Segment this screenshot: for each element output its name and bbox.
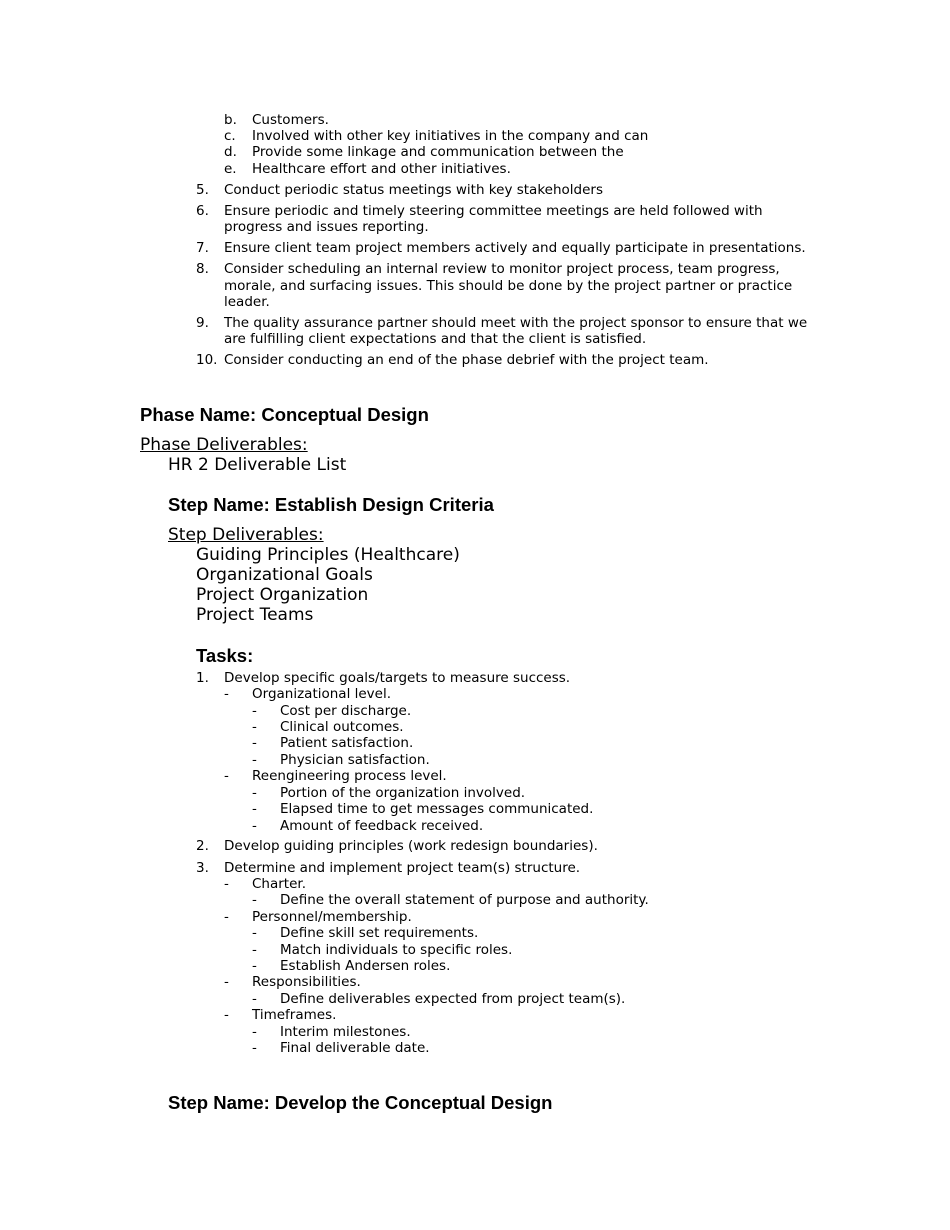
step-deliverables-label: Step Deliverables:	[168, 525, 324, 545]
subsubtask-text: Establish Andersen roles.	[280, 958, 451, 974]
sub-item-text: Provide some linkage and communication between the	[252, 144, 624, 160]
list-number: 9.	[196, 315, 209, 331]
step-deliverable: Project Teams	[196, 605, 314, 625]
sub-item-marker: b.	[224, 112, 237, 128]
subsubtask-text: Clinical outcomes.	[280, 719, 404, 735]
list-item-text: Conduct periodic status meetings with key stakeholders	[224, 182, 603, 198]
subsubtask-text: Interim milestones.	[280, 1024, 411, 1040]
list-number: 5.	[196, 182, 209, 198]
subtask-text: Organizational level.	[252, 686, 392, 702]
dash-bullet: -	[224, 876, 229, 892]
task-text: Determine and implement project team(s) structure.	[224, 860, 581, 876]
task-number: 3.	[196, 860, 209, 876]
list-item-text: morale, and surfacing issues. This should be done by the project partner or practice	[224, 278, 793, 294]
dash-bullet: -	[252, 752, 257, 768]
subtask-text: Reengineering process level.	[252, 768, 447, 784]
subsubtask-text: Define the overall statement of purpose and authority.	[280, 892, 649, 908]
phase-title: Phase Name: Conceptual Design	[140, 404, 429, 425]
dash-bullet: -	[224, 974, 229, 990]
subsubtask-text: Cost per discharge.	[280, 703, 412, 719]
list-number: 7.	[196, 240, 209, 256]
task-number: 2.	[196, 838, 209, 854]
list-number: 8.	[196, 261, 209, 277]
step-title: Step Name: Develop the Conceptual Design	[168, 1092, 553, 1113]
dash-bullet: -	[252, 703, 257, 719]
step-deliverable: Guiding Principles (Healthcare)	[196, 545, 460, 565]
dash-bullet: -	[252, 818, 257, 834]
dash-bullet: -	[224, 686, 229, 702]
subtask-text: Responsibilities.	[252, 974, 361, 990]
step-deliverable: Organizational Goals	[196, 565, 373, 585]
subsubtask-text: Portion of the organization involved.	[280, 785, 526, 801]
phase-deliverable: HR 2 Deliverable List	[168, 455, 347, 475]
sub-item-text: Involved with other key initiatives in the company and can	[252, 128, 649, 144]
list-item-text: The quality assurance partner should meet with the project sponsor to ensure that we	[224, 315, 808, 331]
dash-bullet: -	[224, 768, 229, 784]
list-number: 6.	[196, 203, 209, 219]
dash-bullet: -	[252, 925, 257, 941]
subsubtask-text: Elapsed time to get messages communicated.	[280, 801, 594, 817]
list-number: 10.	[196, 352, 218, 368]
subsubtask-text: Define deliverables expected from project team(s).	[280, 991, 626, 1007]
subsubtask-text: Define skill set requirements.	[280, 925, 479, 941]
dash-bullet: -	[252, 1024, 257, 1040]
subtask-text: Personnel/membership.	[252, 909, 412, 925]
subsubtask-text: Match individuals to specific roles.	[280, 942, 513, 958]
subtask-text: Charter.	[252, 876, 307, 892]
list-item-text: progress and issues reporting.	[224, 219, 429, 235]
subsubtask-text: Physician satisfaction.	[280, 752, 430, 768]
subtask-text: Timeframes.	[252, 1007, 337, 1023]
dash-bullet: -	[252, 785, 257, 801]
list-item-text: Consider conducting an end of the phase debrief with the project team.	[224, 352, 709, 368]
step-title: Step Name: Establish Design Criteria	[168, 494, 494, 515]
dash-bullet: -	[252, 719, 257, 735]
task-text: Develop specific goals/targets to measure success.	[224, 670, 571, 686]
task-number: 1.	[196, 670, 209, 686]
list-item-text: leader.	[224, 294, 270, 310]
dash-bullet: -	[252, 801, 257, 817]
step-deliverable: Project Organization	[196, 585, 369, 605]
sub-item-text: Healthcare effort and other initiatives.	[252, 161, 511, 177]
subsubtask-text: Amount of feedback received.	[280, 818, 484, 834]
subsubtask-text: Final deliverable date.	[280, 1040, 430, 1056]
dash-bullet: -	[252, 991, 257, 1007]
list-item-text: Consider scheduling an internal review to monitor project process, team progress,	[224, 261, 780, 277]
dash-bullet: -	[252, 942, 257, 958]
list-item-text: Ensure client team project members actively and equally participate in presentations.	[224, 240, 806, 256]
phase-deliverables-label: Phase Deliverables:	[140, 435, 308, 455]
task-text: Develop guiding principles (work redesign boundaries).	[224, 838, 598, 854]
subsubtask-text: Patient satisfaction.	[280, 735, 414, 751]
dash-bullet: -	[224, 1007, 229, 1023]
dash-bullet: -	[224, 909, 229, 925]
sub-item-marker: c.	[224, 128, 236, 144]
sub-item-marker: e.	[224, 161, 237, 177]
dash-bullet: -	[252, 735, 257, 751]
sub-item-text: Customers.	[252, 112, 329, 128]
sub-item-marker: d.	[224, 144, 237, 160]
list-item-text: are fulfilling client expectations and that the client is satisfied.	[224, 331, 647, 347]
dash-bullet: -	[252, 958, 257, 974]
dash-bullet: -	[252, 1040, 257, 1056]
list-item-text: Ensure periodic and timely steering committee meetings are held followed with	[224, 203, 763, 219]
dash-bullet: -	[252, 892, 257, 908]
tasks-heading: Tasks:	[196, 645, 254, 666]
